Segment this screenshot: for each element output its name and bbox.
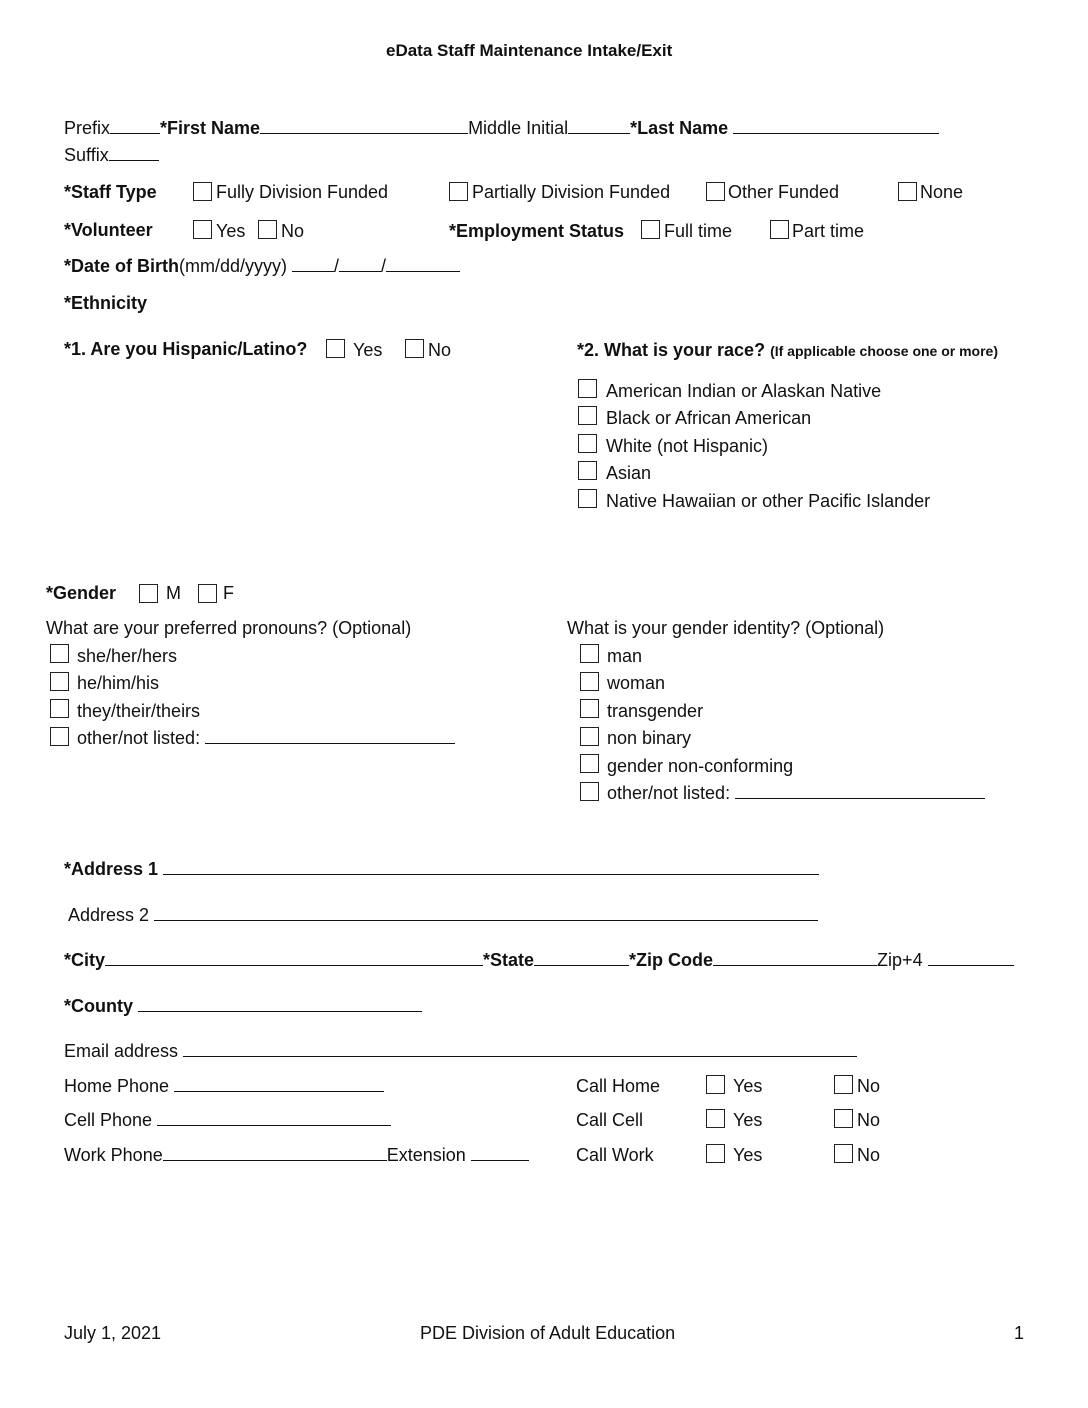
- call-cell-yes-label: Yes: [733, 1110, 763, 1130]
- gender-identity-option-checkbox[interactable]: [580, 727, 599, 746]
- employment-full-checkbox[interactable]: [641, 220, 660, 239]
- race-note: (If applicable choose one or more): [770, 343, 999, 359]
- dob-month-field[interactable]: [292, 255, 334, 272]
- gender-identity-option-checkbox[interactable]: [580, 644, 599, 663]
- gender-identity-option-checkbox[interactable]: [580, 754, 599, 773]
- call-work-label: Call Work: [576, 1145, 654, 1165]
- middle-initial-label: Middle Initial: [468, 118, 569, 138]
- staff-type-none-label: None: [920, 182, 964, 202]
- gender-m-label: M: [166, 583, 181, 603]
- extension-field[interactable]: [471, 1144, 529, 1161]
- call-work-yes-label: Yes: [733, 1145, 763, 1165]
- state-label: *State: [483, 950, 535, 970]
- pronoun-option-checkbox[interactable]: [50, 672, 69, 691]
- staff-type-fully-label: Fully Division Funded: [216, 182, 389, 202]
- employment-status-label: *Employment Status: [449, 221, 625, 241]
- race-option-checkbox[interactable]: [578, 461, 597, 480]
- hispanic-yes-label: Yes: [353, 340, 383, 360]
- dob-separator: /: [334, 256, 340, 276]
- race-option-label: Asian: [606, 463, 652, 483]
- first-name-label: *First Name: [160, 118, 261, 138]
- call-cell-no-label: No: [857, 1110, 881, 1130]
- pronoun-other-row: [77, 727, 455, 749]
- gender-m-checkbox[interactable]: [139, 584, 158, 603]
- hispanic-question: *1. Are you Hispanic/Latino?: [64, 339, 308, 359]
- first-name-field[interactable]: [260, 117, 468, 134]
- last-name-field[interactable]: [733, 117, 939, 134]
- pronoun-option-checkbox[interactable]: [50, 644, 69, 663]
- last-name-label: *Last Name: [630, 118, 729, 138]
- cell-phone-row: [64, 1109, 391, 1131]
- pronoun-option-checkbox[interactable]: [50, 727, 69, 746]
- state-field[interactable]: [534, 949, 629, 966]
- pronoun-option-checkbox[interactable]: [50, 699, 69, 718]
- gender-f-label: F: [223, 583, 234, 603]
- gender-identity-option-checkbox[interactable]: [580, 782, 599, 801]
- volunteer-yes-label: Yes: [216, 221, 246, 241]
- employment-part-label: Part time: [792, 221, 865, 241]
- footer-date: July 1, 2021: [64, 1323, 162, 1343]
- home-phone-row: [64, 1075, 384, 1097]
- email-label: Email address: [64, 1041, 179, 1061]
- suffix-field[interactable]: [109, 144, 159, 161]
- county-field[interactable]: [138, 995, 422, 1012]
- hispanic-no-checkbox[interactable]: [405, 339, 424, 358]
- home-phone-field[interactable]: [174, 1075, 384, 1092]
- email-row: [64, 1040, 857, 1062]
- staff-type-other-checkbox[interactable]: [706, 182, 725, 201]
- staff-type-partially-label: Partially Division Funded: [472, 182, 671, 202]
- gender-identity-option-label: other/not listed:: [607, 783, 731, 803]
- staff-type-partially-checkbox[interactable]: [449, 182, 468, 201]
- employment-full-label: Full time: [664, 221, 733, 241]
- extension-label: Extension: [386, 1145, 466, 1165]
- city-label: *City: [64, 950, 106, 970]
- call-home-yes-label: Yes: [733, 1076, 763, 1096]
- call-home-no-label: No: [857, 1076, 881, 1096]
- county-row: [64, 995, 422, 1017]
- call-work-no-checkbox[interactable]: [834, 1144, 853, 1163]
- city-field[interactable]: [105, 949, 483, 966]
- gender-identity-option-label: non binary: [607, 728, 692, 748]
- address2-field[interactable]: [154, 904, 818, 921]
- work-phone-row: [64, 1144, 529, 1166]
- call-cell-yes-checkbox[interactable]: [706, 1109, 725, 1128]
- employment-part-checkbox[interactable]: [770, 220, 789, 239]
- race-option-label: White (not Hispanic): [606, 436, 769, 456]
- call-home-no-checkbox[interactable]: [834, 1075, 853, 1094]
- staff-type-none-checkbox[interactable]: [898, 182, 917, 201]
- pronoun-option-label: other/not listed:: [77, 728, 201, 748]
- address2-row: [68, 904, 818, 926]
- gender-f-checkbox[interactable]: [198, 584, 217, 603]
- race-option-label: American Indian or Alaskan Native: [606, 381, 882, 401]
- page-title: eData Staff Maintenance Intake/Exit: [386, 41, 673, 60]
- email-field[interactable]: [183, 1040, 857, 1057]
- dob-format: (mm/dd/yyyy): [179, 256, 288, 276]
- suffix-row: [64, 144, 159, 166]
- zip-label: *Zip Code: [629, 950, 714, 970]
- race-option-checkbox[interactable]: [578, 406, 597, 425]
- hispanic-yes-checkbox[interactable]: [326, 339, 345, 358]
- race-question-row: [577, 339, 998, 362]
- work-phone-field[interactable]: [163, 1144, 387, 1161]
- footer-org: PDE Division of Adult Education: [420, 1323, 676, 1343]
- zip-field[interactable]: [713, 949, 877, 966]
- zip4-field[interactable]: [928, 949, 1014, 966]
- pronouns-question: What are your preferred pronouns? (Optional): [46, 618, 412, 638]
- gender-label: *Gender: [46, 583, 117, 603]
- city-state-zip-row: [64, 949, 1014, 971]
- dob-year-field[interactable]: [386, 255, 460, 272]
- call-work-no-label: No: [857, 1145, 881, 1165]
- volunteer-no-label: No: [281, 221, 305, 241]
- address1-label: *Address 1: [64, 859, 159, 879]
- staff-type-fully-checkbox[interactable]: [193, 182, 212, 201]
- address1-row: [64, 858, 819, 880]
- dob-row: [64, 255, 460, 277]
- address1-field[interactable]: [163, 858, 819, 875]
- cell-phone-field[interactable]: [157, 1109, 391, 1126]
- home-phone-label: Home Phone: [64, 1076, 170, 1096]
- pronoun-option-label: he/him/his: [77, 673, 160, 693]
- call-home-label: Call Home: [576, 1076, 661, 1096]
- pronoun-option-label: they/their/theirs: [77, 701, 201, 721]
- gender-identity-option-label: man: [607, 646, 643, 666]
- dob-day-field[interactable]: [339, 255, 381, 272]
- call-work-yes-checkbox[interactable]: [706, 1144, 725, 1163]
- ethnicity-label: *Ethnicity: [64, 293, 148, 313]
- gender-identity-option-checkbox[interactable]: [580, 672, 599, 691]
- pronoun-other-field[interactable]: [205, 727, 455, 744]
- call-home-yes-checkbox[interactable]: [706, 1075, 725, 1094]
- dob-separator: /: [381, 256, 387, 276]
- pronoun-option-label: she/her/hers: [77, 646, 178, 666]
- name-row: [64, 117, 939, 139]
- staff-type-label: *Staff Type: [64, 182, 157, 202]
- middle-initial-field[interactable]: [568, 117, 630, 134]
- volunteer-no-checkbox[interactable]: [258, 220, 277, 239]
- gender-identity-option-label: gender non-conforming: [607, 756, 794, 776]
- gender-identity-option-label: transgender: [607, 701, 704, 721]
- suffix-label: Suffix: [64, 145, 109, 165]
- cell-phone-label: Cell Phone: [64, 1110, 153, 1130]
- address2-label: Address 2: [68, 905, 150, 925]
- prefix-label: Prefix: [64, 118, 111, 138]
- volunteer-yes-checkbox[interactable]: [193, 220, 212, 239]
- dob-label: *Date of Birth: [64, 256, 180, 276]
- race-option-checkbox[interactable]: [578, 379, 597, 398]
- page-number: 1: [1014, 1323, 1025, 1343]
- call-cell-no-checkbox[interactable]: [834, 1109, 853, 1128]
- prefix-field[interactable]: [110, 117, 160, 134]
- race-option-label: Native Hawaiian or other Pacific Islander: [606, 491, 931, 511]
- race-option-label: Black or African American: [606, 408, 812, 428]
- race-option-checkbox[interactable]: [578, 489, 597, 508]
- zip4-label: Zip+4: [877, 950, 923, 970]
- race-question: *2. What is your race?: [577, 340, 766, 360]
- volunteer-label: *Volunteer: [64, 220, 153, 240]
- gender-identity-question: What is your gender identity? (Optional): [567, 618, 885, 638]
- county-label: *County: [64, 996, 133, 1016]
- gender-identity-other-field[interactable]: [735, 782, 985, 799]
- call-cell-label: Call Cell: [576, 1110, 644, 1130]
- gender-identity-option-label: woman: [607, 673, 666, 693]
- staff-type-other-label: Other Funded: [728, 182, 840, 202]
- gender-identity-option-checkbox[interactable]: [580, 699, 599, 718]
- race-option-checkbox[interactable]: [578, 434, 597, 453]
- hispanic-no-label: No: [428, 340, 452, 360]
- work-phone-label: Work Phone: [64, 1145, 163, 1165]
- gender-identity-other-row: [607, 782, 985, 804]
